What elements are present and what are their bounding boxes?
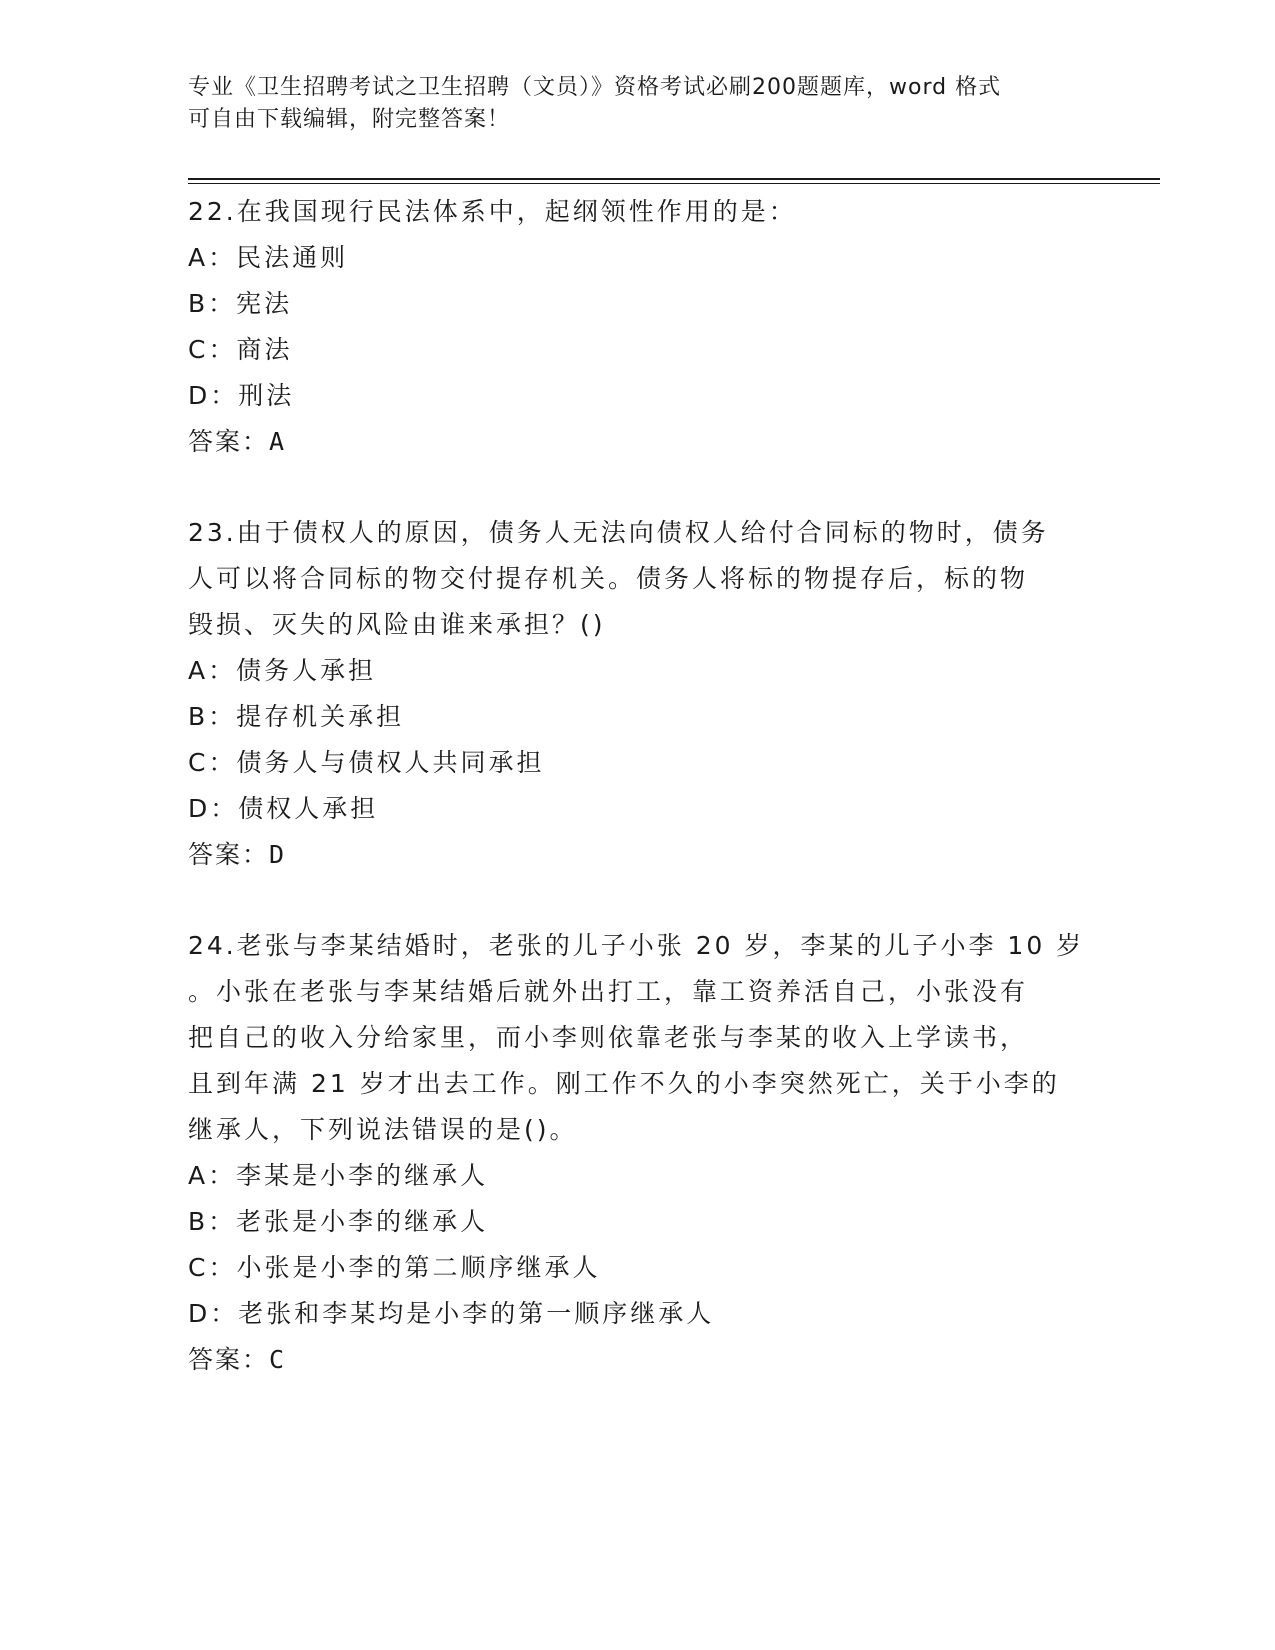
question-23 [188, 510, 1088, 878]
option-c: C：债务人与债权人共同承担 [188, 748, 545, 777]
question-24 [188, 923, 1088, 1383]
option-a: A：李某是小李的继承人 [188, 1161, 489, 1190]
option-c: C：商法 [188, 335, 293, 364]
question-stem-line-2: 人可以将合同标的物交付提存机关。债务人将标的物提存后，标的物 [188, 564, 1029, 593]
question-stem-line-4: 且到年满 21 岁才出去工作。刚工作不久的小李突然死亡，关于小李的 [188, 1069, 1060, 1098]
question-stem-line-1: 23.由于债权人的原因，债务人无法向债权人给付合同标的物时，债务 [188, 518, 1049, 547]
option-a: A：民法通则 [188, 243, 349, 272]
document-header [188, 72, 1088, 136]
option-d: D：刑法 [188, 381, 295, 410]
question-stem: 22.在我国现行民法体系中，起纲领性作用的是： [188, 197, 797, 226]
question-stem-line-3: 把自己的收入分给家里，而小李则依靠老张与李某的收入上学读书， [188, 1023, 1029, 1052]
answer-line: 答案：D [188, 840, 287, 869]
header-title-line-1: 专业《卫生招聘考试之卫生招聘（文员）》资格考试必刷200题题库，word 格式 [188, 75, 1002, 100]
option-a: A：债务人承担 [188, 656, 377, 685]
question-stem-line-1: 24.老张与李某结婚时，老张的儿子小张 20 岁，李某的儿子小李 10 岁 [188, 931, 1085, 960]
question-stem-line-3: 毁损、灭失的风险由谁来承担？() [188, 610, 606, 639]
header-title-line-2: 可自由下载编辑，附完整答案！ [188, 107, 511, 132]
answer-line: 答案：A [188, 427, 287, 456]
question-stem-line-2: 。小张在老张与李某结婚后就外出打工，靠工资养活自己，小张没有 [188, 977, 1029, 1006]
answer-line: 答案：C [188, 1345, 287, 1374]
option-d: D：债权人承担 [188, 794, 379, 823]
option-b: B：提存机关承担 [188, 702, 405, 731]
question-22 [188, 189, 1088, 465]
question-stem-line-5: 继承人，下列说法错误的是()。 [188, 1115, 578, 1144]
option-d: D：老张和李某均是小李的第一顺序继承人 [188, 1299, 715, 1328]
header-divider-thick [188, 178, 1160, 180]
option-b: B：宪法 [188, 289, 293, 318]
option-c: C：小张是小李的第二顺序继承人 [188, 1253, 601, 1282]
header-divider-thin [188, 183, 1160, 184]
option-b: B：老张是小李的继承人 [188, 1207, 489, 1236]
